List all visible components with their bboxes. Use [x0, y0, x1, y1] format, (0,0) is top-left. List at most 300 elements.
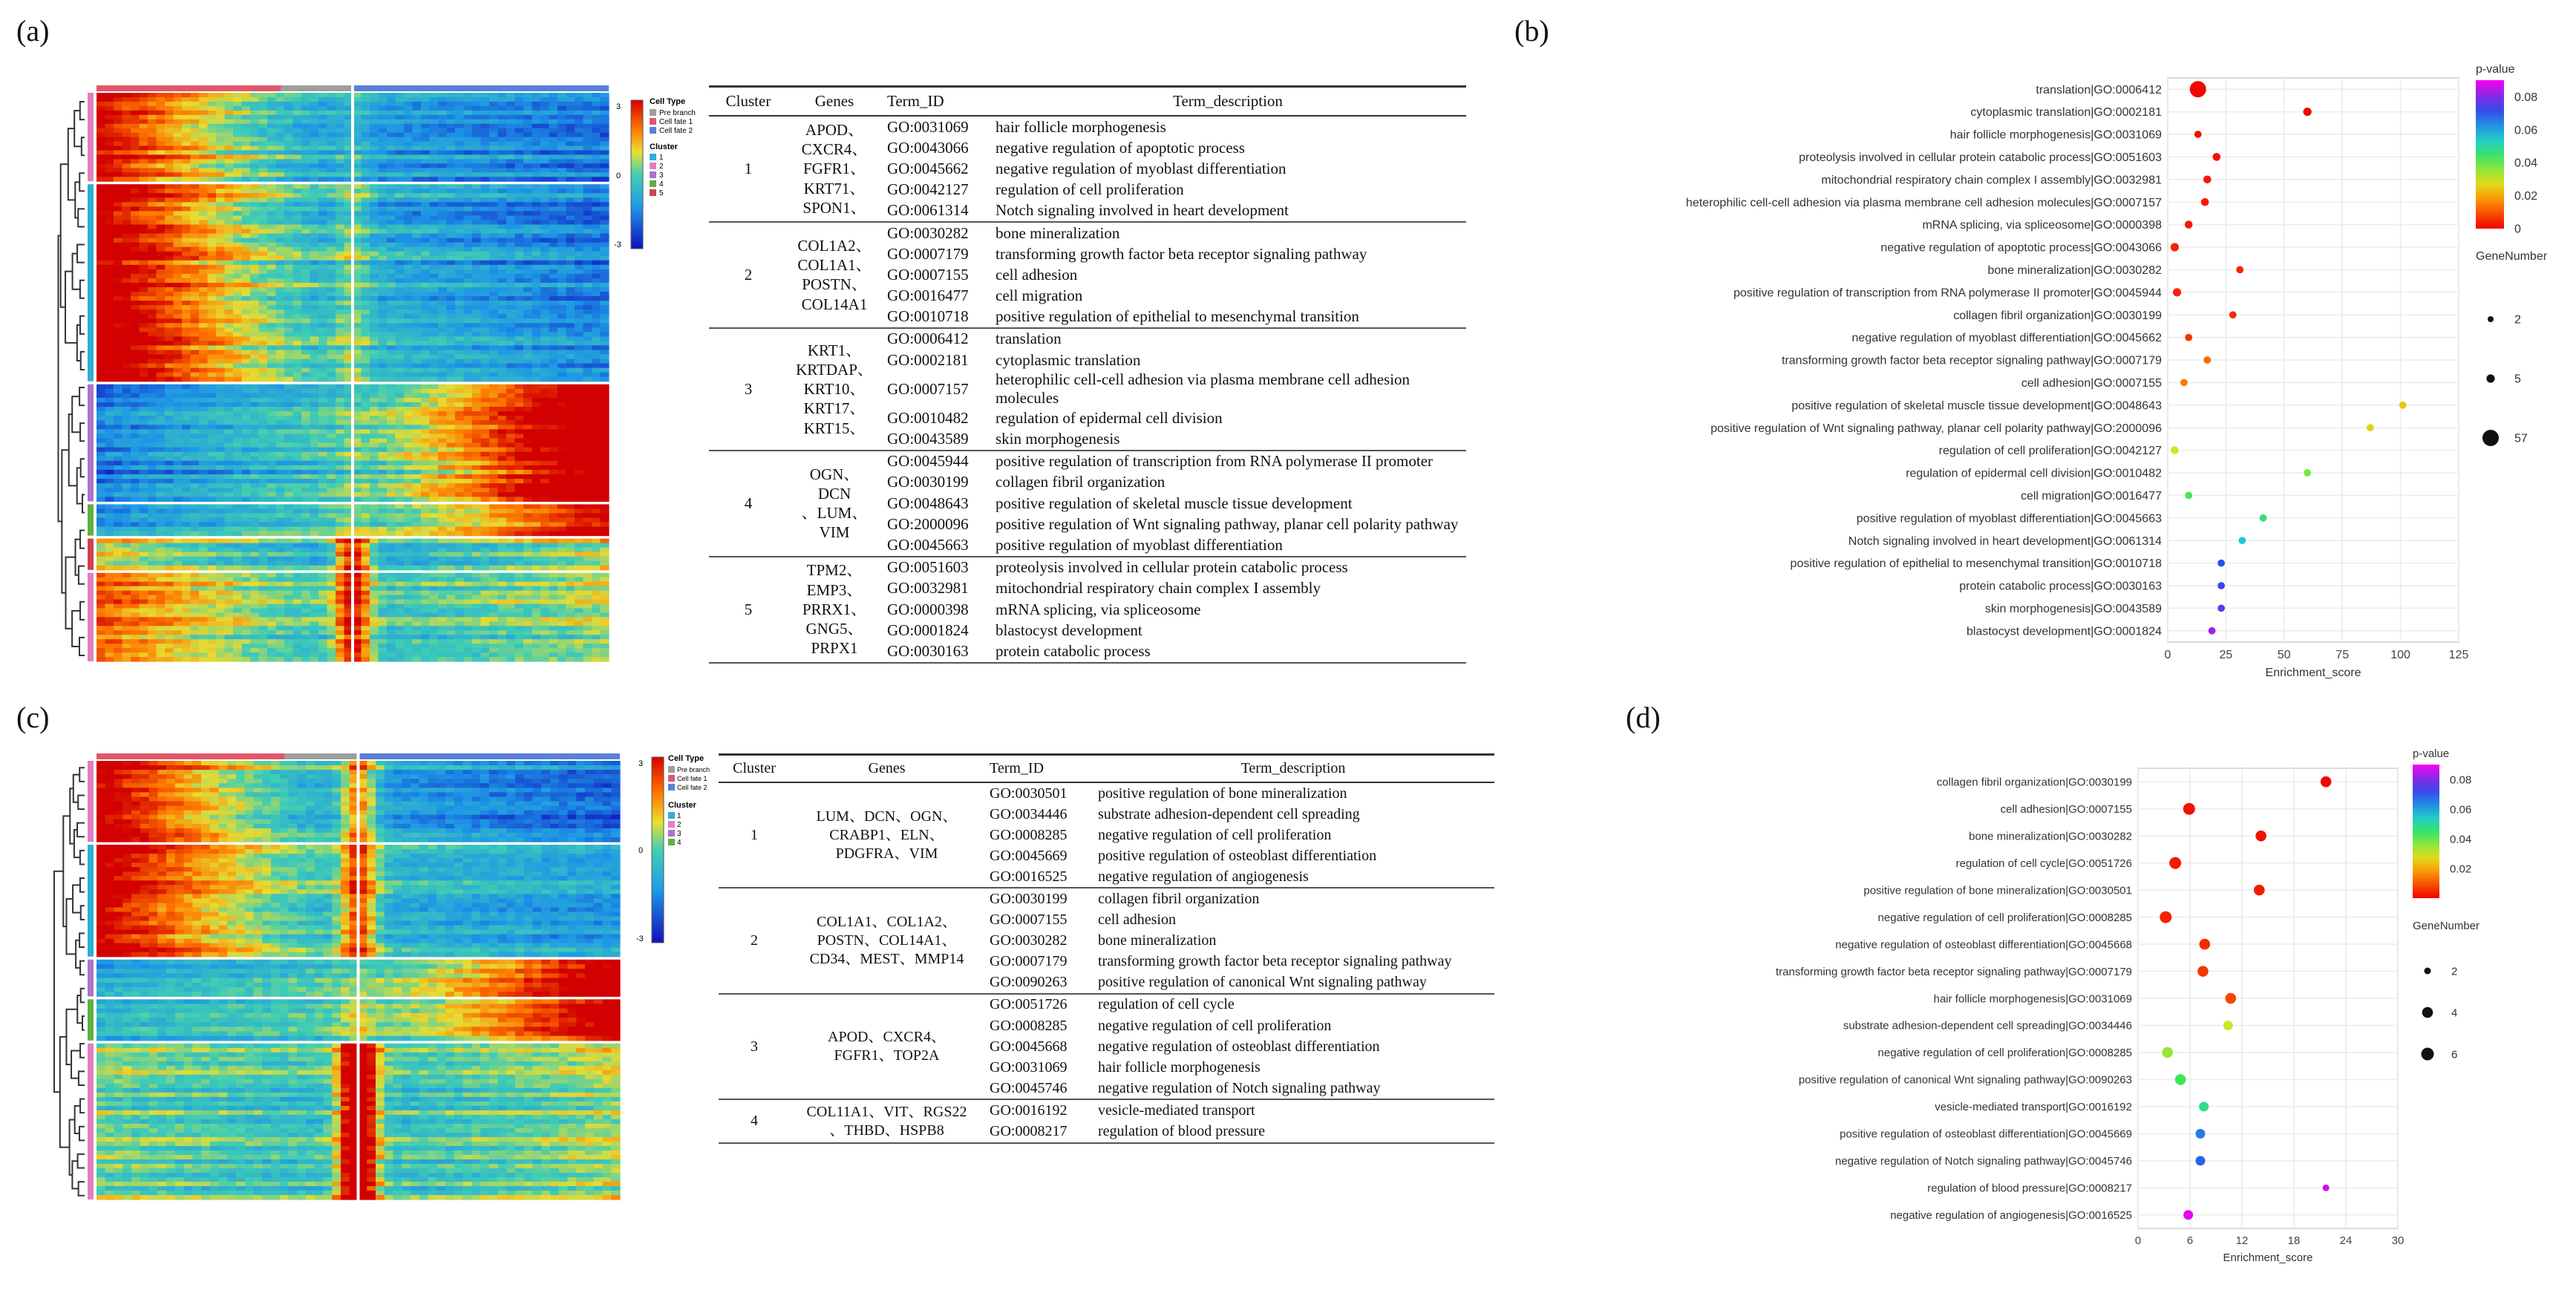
x-axis-label: Enrichment_score	[2265, 667, 2361, 679]
legend-cell-type-title: Cell Type	[650, 97, 686, 106]
row-dendrogram-a	[59, 102, 85, 655]
genes-cell	[788, 557, 881, 663]
gene-name: PDGFRA、VIM	[835, 845, 938, 862]
legend-item: Cell fate 1	[659, 118, 693, 126]
term-description-cell: substrate adhesion-dependent cell spreading	[1098, 805, 1360, 822]
term-description-cell: cell migration	[996, 287, 1083, 305]
term-id-cell: GO:0007155	[990, 912, 1068, 929]
y-term-label: proteolysis involved in cellular protein catabolic process|GO:0051603	[1799, 151, 2162, 164]
term-id-cell: GO:0031069	[990, 1058, 1068, 1076]
term-description-cell: collagen fibril organization	[1098, 891, 1260, 908]
x-tick-label: 75	[2335, 649, 2350, 661]
term-description-cell: bone mineralization	[1098, 932, 1217, 949]
legend-item: Cell fate 2	[677, 784, 707, 791]
x-axis-label: Enrichment_score	[2223, 1251, 2313, 1264]
y-term-label: negative regulation of Notch signaling pathway|GO:0045746	[1835, 1155, 2132, 1168]
gene-name: PRRX1、	[802, 600, 867, 618]
term-id-cell: GO:0045668	[990, 1038, 1068, 1055]
gene-name: OGN、DCN	[809, 465, 860, 503]
term-description-cell: heterophilic cell-cell adhesion via plasma membrane cell adhesion molecules	[996, 370, 1410, 408]
x-tick-label: 24	[2339, 1234, 2353, 1247]
data-point	[2197, 966, 2209, 977]
col-header-genes: Genes	[790, 755, 984, 783]
term-id-cell: GO:0043066	[887, 138, 969, 157]
y-term-label: bone mineralization|GO:0030282	[1987, 264, 2162, 277]
go-table-a	[709, 85, 1466, 664]
legend-size-dot	[2422, 1007, 2433, 1018]
x-tick-label: 125	[2448, 649, 2469, 661]
term-id-cell: GO:2000096	[887, 514, 969, 533]
legend-size-label: 2	[2514, 313, 2521, 327]
y-term-label: collagen fibril organization|GO:0030199	[1936, 776, 2132, 789]
legend-size-label: 5	[2514, 373, 2521, 386]
y-term-label: positive regulation of osteoblast differentiation|GO:0045669	[1840, 1128, 2132, 1141]
term-id-cell: GO:0010482	[887, 408, 969, 427]
term-id-cell: GO:0016192	[990, 1102, 1068, 1119]
legend-genenumber-title: GeneNumber	[2476, 250, 2548, 263]
genes-cell	[790, 994, 984, 1099]
gene-name: COL1A1、COL1A2、	[817, 914, 957, 931]
data-point	[2223, 1021, 2233, 1030]
y-term-label: regulation of cell cycle|GO:0051726	[1955, 857, 2132, 870]
term-description-cell: positive regulation of epithelial to mesenchymal transition	[990, 307, 1466, 328]
term-id-cell: GO:0051726	[990, 996, 1068, 1013]
data-point	[2226, 993, 2237, 1004]
colorbar-tick: -3	[614, 240, 621, 249]
data-point	[2160, 912, 2171, 923]
data-point	[2183, 1210, 2193, 1220]
term-description-cell: collagen fibril organization	[996, 473, 1166, 491]
term-description-cell: cell adhesion	[1098, 912, 1176, 929]
term-id-cell: GO:0045662	[887, 159, 969, 177]
y-term-label: negative regulation of myoblast differentiation|GO:0045662	[1851, 332, 2162, 345]
cluster-cell: 4	[709, 451, 788, 557]
y-term-label: blastocyst development|GO:0001824	[1967, 625, 2162, 638]
panel-label-a: (a)	[16, 14, 50, 48]
legend-size-dot	[2482, 430, 2499, 446]
y-term-label: negative regulation of cell proliferation|GO:0008285	[1877, 911, 2132, 924]
table-row	[709, 116, 1466, 137]
term-description-cell: cytoplasmic translation	[996, 350, 1141, 369]
legend-item: 1	[677, 812, 681, 820]
term-id-cell: GO:0030282	[990, 932, 1068, 949]
legend-size-dot	[2425, 968, 2431, 975]
legend-item: Pre branch	[659, 109, 696, 117]
genes-cell	[788, 451, 881, 557]
data-point	[2169, 857, 2181, 869]
x-tick-label: 18	[2287, 1234, 2301, 1247]
legend-item: 1	[659, 154, 664, 162]
term-id-cell: GO:0030199	[887, 473, 969, 491]
heatmap-c	[52, 750, 710, 1210]
y-term-label: regulation of blood pressure|GO:0008217	[1927, 1182, 2132, 1195]
term-description-cell: translation	[996, 330, 1062, 348]
term-id-cell: GO:0090263	[984, 972, 1092, 994]
data-point	[2173, 288, 2181, 296]
data-point	[2162, 1047, 2173, 1058]
term-description-cell: mitochondrial respiratory chain complex I assembly	[996, 579, 1321, 598]
table-row	[719, 1099, 1494, 1121]
data-point	[2196, 1129, 2206, 1139]
term-id-cell: GO:0000398	[887, 600, 969, 618]
data-point	[2200, 939, 2211, 950]
data-point	[2238, 537, 2246, 544]
gene-name: 、THBD、HSPB8	[829, 1122, 944, 1139]
data-point	[2209, 627, 2216, 635]
data-point	[2254, 885, 2265, 896]
y-term-label: cytoplasmic translation|GO:0002181	[1970, 106, 2162, 120]
data-point	[2185, 220, 2193, 229]
y-term-label: substrate adhesion-dependent cell spreading|GO:0034446	[1843, 1019, 2132, 1032]
gene-name: CXCR4、	[801, 140, 868, 159]
legend-cluster-title: Cluster	[650, 143, 678, 151]
legend-item: 3	[659, 171, 664, 180]
term-id-cell: GO:0048643	[887, 494, 969, 512]
term-description-cell: negative regulation of cell proliferation	[1098, 1017, 1332, 1034]
table-row	[709, 451, 1466, 472]
gene-name: EMP3、	[806, 580, 863, 599]
term-description-cell: blastocyst development	[996, 621, 1142, 639]
y-term-label: hair follicle morphogenesis|GO:0031069	[1949, 128, 2162, 142]
heatmap-a	[52, 78, 705, 672]
data-point	[2255, 831, 2266, 842]
y-term-label: cell migration|GO:0016477	[2020, 490, 2162, 503]
term-description-cell: positive regulation of transcription from RNA polymerase II promoter	[996, 452, 1434, 471]
term-id-cell: GO:0030501	[990, 785, 1068, 802]
data-point	[2203, 176, 2211, 184]
term-description-cell: positive regulation of skeletal muscle tissue development	[996, 494, 1353, 512]
col-header-term-id: Term_ID	[984, 755, 1092, 783]
col-header-term-description: Term_description	[1092, 755, 1494, 783]
gene-name: KRT10、	[803, 380, 866, 399]
term-id-cell: GO:0045669	[990, 847, 1068, 864]
legend-cluster-title: Cluster	[668, 801, 696, 810]
row-dendrogram-c	[54, 768, 85, 1195]
gene-name: FGFR1、	[802, 160, 866, 178]
term-id-cell: GO:0016477	[887, 287, 969, 305]
colorbar-tick: -3	[636, 935, 644, 943]
x-tick-label: 100	[2390, 649, 2410, 661]
legend-item: 5	[659, 189, 664, 197]
term-description-cell: mRNA splicing, via spliceosome	[996, 600, 1201, 618]
y-term-label: translation|GO:0006412	[2036, 83, 2162, 96]
colorbar-tick: 0	[616, 171, 621, 180]
data-point	[2213, 153, 2221, 161]
legend-item: Pre branch	[677, 766, 710, 773]
gene-name: KRTDAP、	[796, 360, 873, 379]
y-term-label: positive regulation of bone mineralization|GO:0030501	[1863, 884, 2132, 897]
pvalue-colorbar	[2476, 80, 2504, 229]
term-description-cell: hair follicle morphogenesis	[996, 117, 1166, 136]
term-id-cell: GO:0001824	[887, 621, 969, 639]
term-id-cell: GO:0016525	[984, 866, 1092, 888]
term-description-cell: hair follicle morphogenesis	[1098, 1058, 1261, 1076]
term-description-cell: regulation of epidermal cell division	[996, 408, 1223, 427]
col-header-term-description: Term_description	[990, 87, 1466, 117]
y-term-label: skin morphogenesis|GO:0043589	[1984, 603, 2162, 615]
table-row	[719, 782, 1494, 804]
term-id-cell: GO:0007155	[887, 265, 969, 284]
legend-item: 2	[677, 821, 681, 829]
cluster-cell: 1	[719, 782, 790, 888]
table-row	[709, 328, 1466, 350]
col-header-genes: Genes	[788, 87, 881, 117]
legend-size-label: 4	[2451, 1007, 2458, 1020]
y-term-label: heterophilic cell-cell adhesion via plasma membrane cell adhesion molecules|GO:0007157	[1686, 196, 2162, 209]
y-term-label: regulation of cell proliferation|GO:0042127	[1938, 445, 2162, 458]
x-tick-label: 6	[2186, 1234, 2194, 1247]
data-point	[2183, 803, 2195, 815]
gene-name: LUM、DCN、OGN、	[816, 808, 958, 825]
term-id-cell: GO:0002181	[887, 350, 969, 369]
y-term-label: negative regulation of apoptotic process|GO:0043066	[1880, 241, 2162, 255]
legend-item: 4	[659, 180, 664, 189]
term-description-cell: bone mineralization	[996, 223, 1120, 242]
term-id-cell: GO:0051603	[887, 558, 969, 577]
y-term-label: negative regulation of angiogenesis|GO:0016525	[1890, 1209, 2132, 1223]
gene-name: GNG5、	[805, 620, 863, 638]
data-point	[2185, 334, 2192, 341]
gene-name: COL11A1、VIT、RGS22	[806, 1103, 967, 1120]
term-id-cell: GO:0045746	[984, 1078, 1092, 1099]
data-point	[2367, 424, 2374, 431]
table-row	[719, 994, 1494, 1015]
genes-cell	[788, 116, 881, 222]
genes-cell	[790, 888, 984, 993]
genes-cell	[790, 782, 984, 888]
data-point	[2321, 776, 2332, 788]
gene-name: CRABP1、ELN、	[829, 826, 944, 843]
term-id-cell: GO:0042127	[887, 180, 969, 199]
colorbar-a	[631, 100, 643, 249]
data-point	[2217, 582, 2225, 589]
term-id-cell: GO:0031069	[887, 117, 969, 136]
legend-genenumber-title: GeneNumber	[2413, 920, 2480, 932]
legend-pvalue-tick: 0.06	[2450, 803, 2472, 816]
table-header-row	[719, 755, 1494, 783]
term-description-cell: positive regulation of bone mineralization	[1098, 785, 1347, 802]
legend-pvalue-tick: 0.06	[2514, 124, 2538, 137]
gene-name: KRT15、	[803, 419, 866, 437]
genes-cell	[788, 222, 881, 328]
legend-item: 2	[659, 163, 664, 171]
cluster-cell: 5	[709, 557, 788, 663]
y-term-label: mitochondrial respiratory chain complex I assembly|GO:0032981	[1821, 174, 2162, 187]
term-description-cell: regulation of cell cycle	[1098, 996, 1235, 1013]
cluster-cell: 2	[719, 888, 790, 993]
x-tick-label: 0	[2134, 1234, 2142, 1247]
data-point	[2194, 131, 2202, 138]
data-point	[2217, 560, 2225, 567]
term-id-cell: GO:0010718	[881, 307, 990, 328]
legend-size-label: 2	[2451, 965, 2458, 978]
y-term-label: positive regulation of canonical Wnt signaling pathway|GO:0090263	[1798, 1073, 2132, 1087]
term-description-cell: cell adhesion	[996, 265, 1078, 284]
table-row	[709, 222, 1466, 243]
x-tick-label: 50	[2277, 649, 2291, 661]
legend-cell-type-title: Cell Type	[668, 754, 705, 763]
go-table-c	[719, 753, 1494, 1144]
legend-size-dot	[2486, 374, 2494, 382]
legend-item: 4	[677, 839, 681, 847]
legend-item: Cell fate 1	[677, 775, 707, 782]
term-id-cell: GO:0061314	[881, 200, 990, 222]
legend-pvalue-title: p-value	[2413, 747, 2450, 760]
term-id-cell: GO:0008285	[990, 826, 1068, 843]
term-description-cell: protein catabolic process	[990, 641, 1466, 662]
table-header-row	[709, 87, 1466, 117]
data-point	[2229, 311, 2237, 318]
legend-pvalue-tick: 0.08	[2514, 91, 2538, 104]
y-term-label: hair follicle morphogenesis|GO:0031069	[1933, 992, 2132, 1006]
term-id-cell: GO:0043589	[881, 428, 990, 450]
term-id-cell: GO:0030199	[990, 891, 1068, 908]
term-description-cell: negative regulation of osteoblast differentiation	[1098, 1038, 1380, 1055]
gene-name: COL1A2、	[797, 236, 872, 255]
go-dotplot-b	[1514, 45, 2576, 713]
term-id-cell: GO:0008217	[984, 1122, 1092, 1143]
data-point	[2199, 1102, 2209, 1111]
go-dotplot-d	[1626, 735, 2576, 1284]
data-point	[2304, 108, 2312, 116]
term-id-cell: GO:0045663	[881, 534, 990, 556]
term-description-cell: negative regulation of angiogenesis	[1092, 866, 1494, 888]
term-description-cell: positive regulation of myoblast differentiation	[990, 534, 1466, 556]
term-description-cell: negative regulation of cell proliferation	[1098, 826, 1332, 843]
data-point	[2190, 81, 2206, 97]
data-point	[2236, 266, 2243, 274]
term-description-cell: transforming growth factor beta receptor signaling pathway	[996, 244, 1367, 263]
y-term-label: mRNA splicing, via spliceosome|GO:0000398	[1922, 219, 2162, 232]
data-point	[2185, 492, 2192, 500]
term-id-cell: GO:0008285	[990, 1017, 1068, 1034]
term-id-cell: GO:0045944	[887, 452, 969, 471]
term-description-cell: regulation of blood pressure	[1092, 1122, 1494, 1143]
colorbar-tick: 3	[616, 102, 621, 111]
term-id-cell: GO:0007179	[990, 953, 1068, 970]
cluster-cell: 3	[719, 994, 790, 1099]
term-id-cell: GO:0034446	[990, 805, 1068, 822]
data-point	[2171, 446, 2179, 454]
y-term-label: cell adhesion|GO:0007155	[2000, 802, 2132, 816]
y-term-label: positive regulation of Wnt signaling pathway, planar cell polarity pathway|GO:2000096	[1710, 422, 2162, 435]
x-tick-label: 0	[2164, 649, 2171, 661]
gene-name: COL14A1	[801, 295, 868, 313]
gene-name: KRT1、	[807, 341, 862, 359]
gene-name: SPON1、	[802, 198, 866, 217]
term-description-cell: proteolysis involved in cellular protein catabolic process	[996, 558, 1348, 577]
y-term-label: protein catabolic process|GO:0030163	[1959, 580, 2162, 593]
y-term-label: negative regulation of cell proliferation|GO:0008285	[1877, 1047, 2132, 1060]
colorbar-tick: 0	[638, 846, 644, 855]
data-point	[2171, 243, 2179, 251]
data-point	[2201, 198, 2209, 206]
data-point	[2180, 379, 2188, 387]
y-term-label: positive regulation of transcription from RNA polymerase II promoter|GO:0045944	[1733, 287, 2162, 300]
genes-cell	[790, 1099, 984, 1142]
term-id-cell: GO:0032981	[887, 579, 969, 598]
colorbar-tick: 3	[638, 759, 644, 768]
table-row	[709, 557, 1466, 578]
gene-name: COL1A1、	[797, 256, 872, 275]
gene-name: CD34、MEST、MMP14	[809, 951, 964, 968]
y-term-label: vesicle-mediated transport|GO:0016192	[1935, 1101, 2132, 1114]
y-term-label: bone mineralization|GO:0030282	[1969, 830, 2132, 843]
y-term-label: transforming growth factor beta receptor signaling pathway|GO:0007179	[1782, 354, 2162, 367]
term-description-cell: positive regulation of Wnt signaling pathway, planar cell polarity pathway	[996, 514, 1459, 533]
gene-name: 、LUM、	[801, 504, 868, 523]
data-point	[2260, 514, 2267, 522]
y-term-label: positive regulation of skeletal muscle tissue development|GO:0048643	[1791, 399, 2162, 413]
data-point	[2175, 1074, 2186, 1085]
cluster-cell: 1	[709, 116, 788, 222]
data-point	[2217, 605, 2225, 612]
col-header-term-id: Term_ID	[881, 87, 990, 117]
term-description-cell: vesicle-mediated transport	[1098, 1102, 1255, 1119]
legend-size-label: 6	[2451, 1048, 2458, 1061]
term-description-cell: regulation of cell proliferation	[996, 180, 1184, 199]
data-point	[2399, 402, 2407, 409]
y-term-label: negative regulation of osteoblast differentiation|GO:0045668	[1835, 938, 2132, 952]
y-term-label: transforming growth factor beta receptor signaling pathway|GO:0007179	[1776, 965, 2132, 978]
legend-item: Cell fate 2	[659, 127, 693, 135]
gene-name: VIM	[819, 523, 850, 542]
legend-size-dot	[2488, 316, 2494, 322]
term-id-cell: GO:0030282	[887, 223, 969, 242]
term-description-cell: skin morphogenesis	[990, 428, 1466, 450]
gene-name: KRT17、	[803, 399, 866, 418]
y-term-label: positive regulation of epithelial to mesenchymal transition|GO:0010718	[1790, 557, 2162, 571]
legend-pvalue-tick: 0.02	[2514, 190, 2538, 203]
y-term-label: collagen fibril organization|GO:0030199	[1953, 309, 2162, 322]
cluster-cell: 2	[709, 222, 788, 328]
y-term-label: Notch signaling involved in heart development|GO:0061314	[1848, 534, 2162, 548]
colorbar-c	[652, 757, 664, 943]
legend-pvalue-tick: 0.04	[2514, 157, 2538, 170]
gene-name: PRPX1	[811, 639, 858, 658]
gene-name: APOD、CXCR4、	[828, 1029, 946, 1046]
term-id-cell: GO:0007157	[887, 379, 969, 398]
legend-pvalue-tick: 0	[2514, 223, 2521, 236]
gene-name: KRT71、	[803, 179, 866, 197]
data-point	[2304, 469, 2311, 477]
term-description-cell: transforming growth factor beta receptor signaling pathway	[1098, 953, 1452, 970]
cluster-cell: 4	[719, 1099, 790, 1142]
term-description-cell: positive regulation of osteoblast differentiation	[1098, 847, 1377, 864]
data-point	[2196, 1156, 2206, 1165]
legend-pvalue-title: p-value	[2476, 63, 2515, 76]
legend-pvalue-tick: 0.04	[2450, 833, 2472, 846]
term-description-cell: positive regulation of canonical Wnt signaling pathway	[1092, 972, 1494, 994]
panel-label-c: (c)	[16, 701, 50, 734]
term-description-cell: negative regulation of apoptotic process	[996, 138, 1245, 157]
data-point	[2203, 356, 2211, 364]
term-id-cell: GO:0006412	[887, 330, 969, 348]
legend-pvalue-tick: 0.02	[2450, 863, 2472, 876]
x-tick-label: 30	[2391, 1234, 2405, 1247]
gene-name: FGFR1、TOP2A	[834, 1047, 940, 1064]
y-term-label: cell adhesion|GO:0007155	[2021, 377, 2162, 390]
cluster-cell: 3	[709, 328, 788, 451]
pvalue-colorbar	[2413, 765, 2439, 898]
genes-cell	[788, 328, 881, 451]
legend-size-dot	[2422, 1048, 2434, 1061]
legend-pvalue-tick: 0.08	[2450, 773, 2472, 787]
term-id-cell: GO:0030163	[881, 641, 990, 662]
term-description-cell: negative regulation of Notch signaling pathway	[1092, 1078, 1494, 1099]
gene-name: APOD、	[805, 120, 864, 139]
term-description-cell: Notch signaling involved in heart development	[990, 200, 1466, 222]
